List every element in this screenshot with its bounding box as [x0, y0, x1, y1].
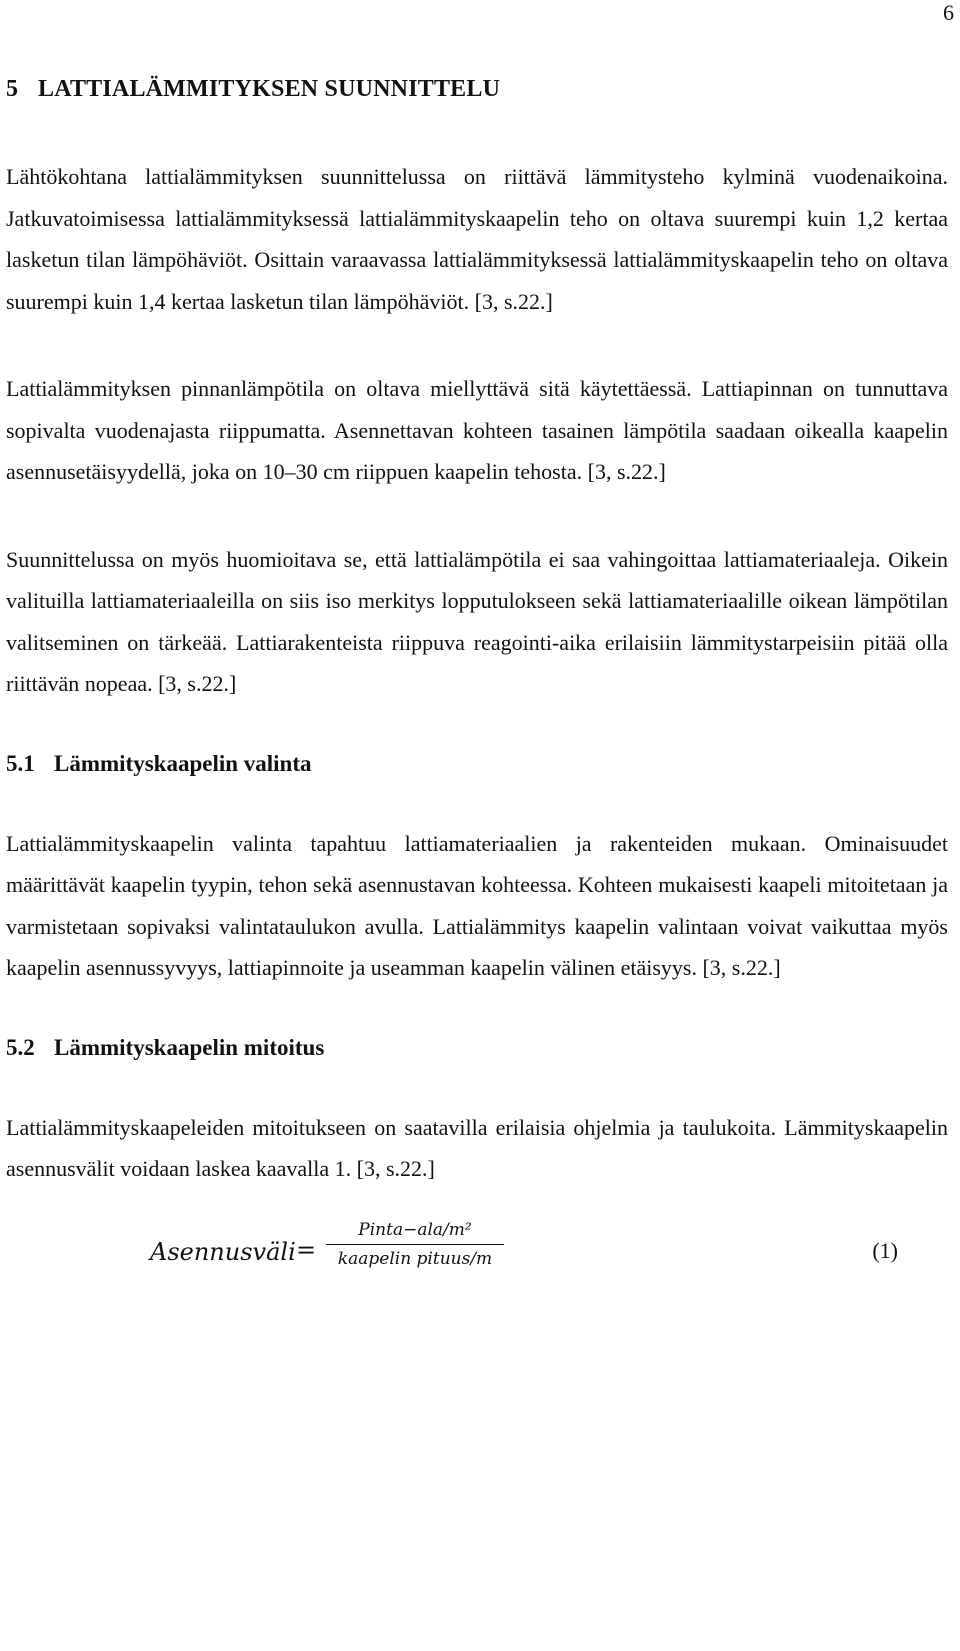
intro-paragraph-1: Lähtökohtana lattialämmityksen suunnittelussa on riittävä lämmitysteho kylminä vuodenaikoina. Jatkuvatoimisessa lattialämmityksessä lattialämmityskaapelin teho on oltava suurempi kuin 1,2 kertaa lasketun tilan lämpöhäviöt. Osittain varaavassa lattialämmityksessä lattialämmityskaapelin teho on oltava suurempi kuin 1,4 kertaa lasketun tilan lämpöhäviöt. [3, s.22.] [6, 164, 948, 314]
intro-paragraph-2: Lattialämmityksen pinnanlämpötila on oltava miellyttävä sitä käytettäessä. Lattiapinnan on tunnuttava sopivalta vuodenajasta riippumatta. Asennettavan kohteen tasainen lämpötila saadaan oikealla kaapelin asennusetäisyydellä, joka on 10–30 cm riippuen kaapelin tehosta. [3, s.22.] [6, 376, 948, 484]
page-number: 6 [943, 0, 954, 25]
section-number: 5.1 [6, 750, 35, 776]
chapter-number: 5 [6, 76, 19, 102]
equation-numerator: Pinta−ala/m² [358, 1219, 472, 1240]
section-5-2-paragraph: Lattialämmityskaapeleiden mitoitukseen on saatavilla erilaisia ohjelmia ja taulukoita. Lämmityskaapelin asennusvälit voidaan laskea kaavalla 1. [3, s.22.] [6, 1114, 948, 1181]
chapter-heading [6, 74, 948, 104]
equation-lhs: Asennusväli [150, 1237, 296, 1266]
section-heading-5-2 [6, 1033, 948, 1063]
equation-denominator: kaapelin pituus/m [337, 1248, 493, 1269]
intro-paragraph-3: Suunnittelussa on myös huomioitava se, että lattialämpötila ei saa vahingoittaa lattiamateriaaleja. Oikein valituilla lattiamateriaaleilla on siis iso merkitys lopputulokseen sekä lattiamateriaalille oikean lämpötilan valitseminen on tärkeää. Lattiarakenteista riippuva reagointi-aika erilaisiin lämmitystarpeisiin pitää olla riittävän nopeaa. [3, s.22.] [6, 546, 948, 696]
equation-equals-sign: = [296, 1235, 317, 1264]
section-5-1-paragraph: Lattialämmityskaapelin valinta tapahtuu lattiamateriaalien ja rakenteiden mukaan. Ominaisuudet määrittävät kaapelin tyypin, tehon sekä asennustavan kohteessa. Kohteen mukaisesti kaapeli mitoitetaan ja varmistetaan sopivaksi valintataulukon avulla. Lattialämmitys kaapelin valintaan voivat vaikuttaa myös kaapelin asennussyvyys, lattiapinnoite ja useamman kaapelin välinen etäisyys. [3, s.22.] [6, 830, 948, 980]
chapter-title: LATTIALÄMMITYKSEN SUUNNITTELU [38, 76, 501, 102]
section-heading-5-1 [6, 749, 948, 779]
equation-fraction [326, 1218, 504, 1271]
fraction-bar [326, 1244, 504, 1245]
section-title: Lämmityskaapelin mitoitus [54, 1034, 325, 1060]
section-title: Lämmityskaapelin valinta [54, 750, 312, 776]
page-content [6, 74, 948, 1294]
equation-1 [6, 1219, 948, 1294]
equation-number: (1) [872, 1237, 898, 1263]
section-number: 5.2 [6, 1034, 35, 1060]
